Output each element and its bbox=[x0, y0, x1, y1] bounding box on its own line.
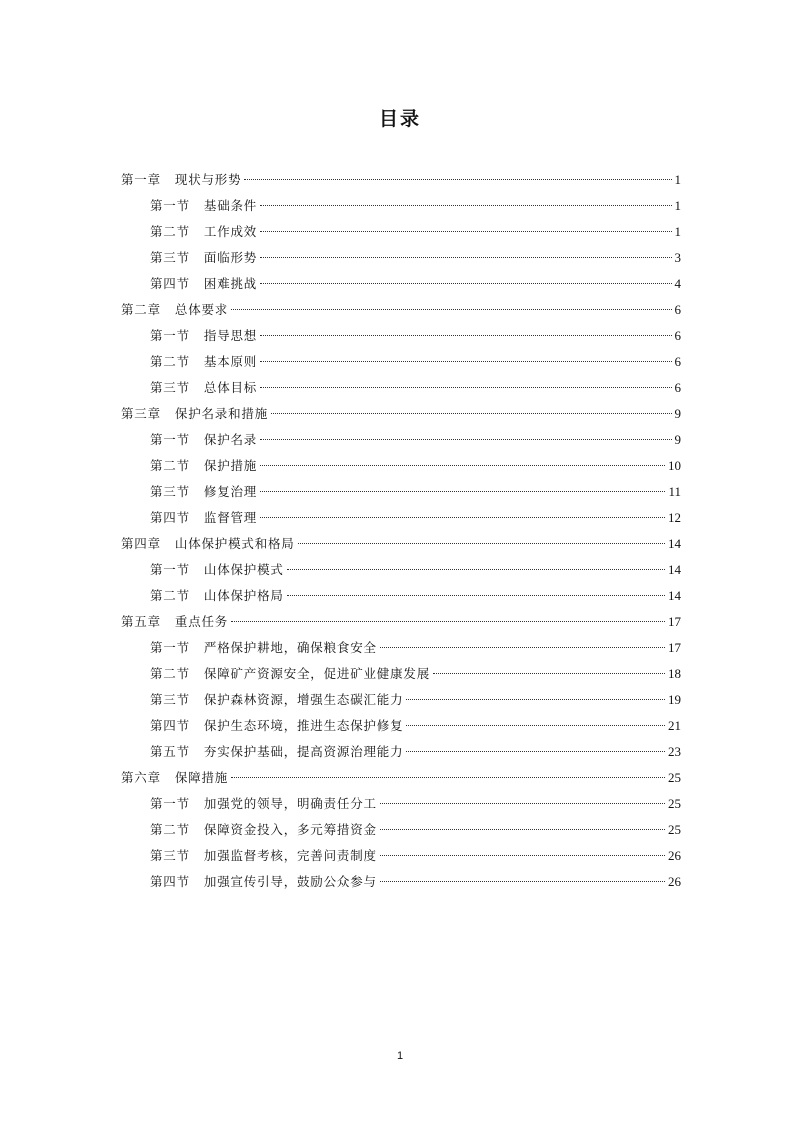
toc-entry-page-number: 12 bbox=[668, 510, 681, 525]
toc-section-entry[interactable] bbox=[121, 661, 681, 687]
dot-leader bbox=[433, 673, 665, 674]
toc-section-entry[interactable] bbox=[121, 193, 681, 219]
toc-entry-page-number: 25 bbox=[668, 770, 681, 785]
toc-section-entry[interactable] bbox=[121, 349, 681, 375]
toc-section-entry[interactable] bbox=[121, 245, 681, 271]
toc-entry-number: 第三节 bbox=[150, 250, 190, 265]
dot-leader bbox=[380, 881, 665, 882]
toc-entry-label bbox=[150, 687, 403, 713]
toc-entry-number: 第四节 bbox=[150, 718, 190, 733]
toc-entry-title: 加强监督考核，完善问责制度 bbox=[203, 848, 377, 863]
toc-entry-number: 第三节 bbox=[150, 380, 190, 395]
toc-entry-number: 第四节 bbox=[150, 276, 190, 291]
toc-entry-label bbox=[121, 765, 228, 791]
toc-entry-page-number: 19 bbox=[668, 692, 681, 707]
toc-entry-number: 第四节 bbox=[150, 874, 190, 889]
toc-section-entry[interactable] bbox=[121, 219, 681, 245]
dot-leader bbox=[260, 387, 671, 388]
dot-leader bbox=[380, 803, 665, 804]
toc-chapter-entry[interactable] bbox=[121, 609, 681, 635]
toc-entry-label bbox=[150, 245, 257, 271]
toc-entry-label bbox=[150, 869, 377, 895]
toc-section-entry[interactable] bbox=[121, 557, 681, 583]
toc-entry-number: 第一章 bbox=[121, 172, 161, 187]
toc-entry-title: 困难挑战 bbox=[203, 276, 258, 291]
toc-section-entry[interactable] bbox=[121, 375, 681, 401]
toc-entry-title: 保障资金投入，多元筹措资金 bbox=[203, 822, 377, 837]
toc-entry-title: 保护名录 bbox=[203, 432, 258, 447]
dot-leader bbox=[260, 439, 671, 440]
page-number: 1 bbox=[396, 1050, 404, 1062]
dot-leader bbox=[406, 725, 665, 726]
toc-entry-label bbox=[150, 219, 257, 245]
dot-leader bbox=[260, 361, 671, 362]
toc-entry-page-number: 4 bbox=[674, 276, 681, 291]
toc-entry-title: 保护名录和措施 bbox=[174, 406, 269, 421]
toc-entry-page-number: 14 bbox=[668, 536, 681, 551]
toc-entry-label bbox=[150, 713, 403, 739]
toc-entry-page-number: 26 bbox=[668, 848, 681, 863]
toc-chapter-entry[interactable] bbox=[121, 531, 681, 557]
toc-entry-title: 保护森林资源，增强生态碳汇能力 bbox=[203, 692, 404, 707]
toc-chapter-entry[interactable] bbox=[121, 765, 681, 791]
dot-leader bbox=[260, 205, 671, 206]
toc-entry-page-number: 26 bbox=[668, 874, 681, 889]
toc-entry-number: 第一节 bbox=[150, 562, 190, 577]
dot-leader bbox=[287, 569, 665, 570]
toc-entry-label bbox=[150, 739, 403, 765]
toc-entry-label bbox=[121, 297, 228, 323]
toc-section-entry[interactable] bbox=[121, 791, 681, 817]
toc-entry-label bbox=[150, 453, 257, 479]
dot-leader bbox=[380, 829, 665, 830]
toc-entry-number: 第二节 bbox=[150, 588, 190, 603]
toc-entry-page-number: 1 bbox=[674, 198, 681, 213]
table-of-contents bbox=[121, 167, 681, 895]
toc-entry-label bbox=[121, 167, 241, 193]
toc-section-entry[interactable] bbox=[121, 869, 681, 895]
toc-section-entry[interactable] bbox=[121, 271, 681, 297]
toc-entry-title: 保护措施 bbox=[203, 458, 258, 473]
toc-entry-title: 基本原则 bbox=[203, 354, 258, 369]
toc-entry-number: 第三节 bbox=[150, 692, 190, 707]
toc-entry-title: 现状与形势 bbox=[174, 172, 242, 187]
toc-entry-page-number: 10 bbox=[668, 458, 681, 473]
toc-entry-page-number: 17 bbox=[668, 640, 681, 655]
toc-entry-label bbox=[150, 843, 377, 869]
toc-entry-title: 修复治理 bbox=[203, 484, 258, 499]
toc-entry-number: 第四节 bbox=[150, 510, 190, 525]
toc-entry-title: 总体要求 bbox=[174, 302, 229, 317]
toc-entry-label bbox=[150, 323, 257, 349]
toc-section-entry[interactable] bbox=[121, 843, 681, 869]
toc-entry-title: 面临形势 bbox=[203, 250, 258, 265]
toc-entry-title: 山体保护模式和格局 bbox=[174, 536, 295, 551]
toc-entry-page-number: 3 bbox=[674, 250, 681, 265]
toc-entry-page-number: 9 bbox=[674, 432, 681, 447]
dot-leader bbox=[271, 413, 671, 414]
toc-entry-number: 第二节 bbox=[150, 666, 190, 681]
dot-leader bbox=[380, 647, 665, 648]
toc-section-entry[interactable] bbox=[121, 453, 681, 479]
toc-entry-label bbox=[121, 401, 268, 427]
toc-chapter-entry[interactable] bbox=[121, 167, 681, 193]
dot-leader bbox=[260, 231, 671, 232]
toc-entry-number: 第一节 bbox=[150, 796, 190, 811]
toc-entry-title: 山体保护格局 bbox=[203, 588, 284, 603]
toc-section-entry[interactable] bbox=[121, 505, 681, 531]
toc-entry-page-number: 25 bbox=[668, 796, 681, 811]
toc-entry-page-number: 1 bbox=[674, 224, 681, 239]
toc-entry-page-number: 14 bbox=[668, 562, 681, 577]
dot-leader bbox=[406, 751, 665, 752]
toc-entry-page-number: 25 bbox=[668, 822, 681, 837]
toc-entry-title: 基础条件 bbox=[203, 198, 258, 213]
toc-entry-number: 第六章 bbox=[121, 770, 161, 785]
dot-leader bbox=[260, 335, 671, 336]
toc-entry-number: 第二章 bbox=[121, 302, 161, 317]
dot-leader bbox=[287, 595, 665, 596]
toc-entry-label bbox=[150, 271, 257, 297]
toc-entry-page-number: 23 bbox=[668, 744, 681, 759]
toc-entry-page-number: 21 bbox=[668, 718, 681, 733]
toc-entry-label bbox=[150, 375, 257, 401]
toc-entry-title: 重点任务 bbox=[174, 614, 229, 629]
toc-section-entry[interactable] bbox=[121, 739, 681, 765]
toc-section-entry[interactable] bbox=[121, 323, 681, 349]
toc-entry-page-number: 6 bbox=[674, 302, 681, 317]
toc-entry-title: 加强宣传引导，鼓励公众参与 bbox=[203, 874, 377, 889]
dot-leader bbox=[380, 855, 665, 856]
toc-entry-page-number: 14 bbox=[668, 588, 681, 603]
dot-leader bbox=[244, 179, 671, 180]
toc-entry-label bbox=[150, 427, 257, 453]
dot-leader bbox=[260, 283, 671, 284]
toc-entry-title: 工作成效 bbox=[203, 224, 258, 239]
toc-section-entry[interactable] bbox=[121, 583, 681, 609]
toc-entry-page-number: 17 bbox=[668, 614, 681, 629]
dot-leader bbox=[260, 491, 665, 492]
toc-entry-page-number: 6 bbox=[674, 354, 681, 369]
toc-entry-number: 第五章 bbox=[121, 614, 161, 629]
page-title: 目录 bbox=[378, 108, 421, 130]
toc-entry-number: 第二节 bbox=[150, 354, 190, 369]
toc-entry-label bbox=[150, 557, 284, 583]
toc-entry-page-number: 18 bbox=[668, 666, 681, 681]
toc-entry-label bbox=[150, 583, 284, 609]
toc-section-entry[interactable] bbox=[121, 817, 681, 843]
toc-chapter-entry[interactable] bbox=[121, 401, 681, 427]
dot-leader bbox=[260, 517, 665, 518]
toc-entry-number: 第二节 bbox=[150, 458, 190, 473]
toc-entry-number: 第三节 bbox=[150, 484, 190, 499]
toc-entry-label bbox=[150, 635, 377, 661]
dot-leader bbox=[406, 699, 665, 700]
toc-entry-number: 第三章 bbox=[121, 406, 161, 421]
toc-section-entry[interactable] bbox=[121, 479, 681, 505]
toc-entry-page-number: 6 bbox=[674, 380, 681, 395]
toc-entry-title: 监督管理 bbox=[203, 510, 258, 525]
toc-entry-title: 指导思想 bbox=[203, 328, 258, 343]
toc-entry-label bbox=[150, 791, 377, 817]
toc-entry-page-number: 9 bbox=[674, 406, 681, 421]
toc-entry-number: 第五节 bbox=[150, 744, 190, 759]
toc-entry-number: 第二节 bbox=[150, 822, 190, 837]
toc-entry-title: 山体保护模式 bbox=[203, 562, 284, 577]
dot-leader bbox=[231, 309, 671, 310]
dot-leader bbox=[298, 543, 665, 544]
toc-entry-label bbox=[150, 349, 257, 375]
toc-entry-title: 保障矿产资源安全，促进矿业健康发展 bbox=[203, 666, 431, 681]
toc-entry-number: 第一节 bbox=[150, 328, 190, 343]
toc-entry-label bbox=[121, 531, 295, 557]
dot-leader bbox=[260, 257, 671, 258]
toc-section-entry[interactable] bbox=[121, 635, 681, 661]
toc-entry-number: 第一节 bbox=[150, 432, 190, 447]
toc-entry-page-number: 11 bbox=[668, 484, 681, 499]
toc-entry-label bbox=[150, 661, 430, 687]
toc-entry-page-number: 6 bbox=[674, 328, 681, 343]
toc-entry-title: 加强党的领导，明确责任分工 bbox=[203, 796, 377, 811]
toc-entry-label bbox=[150, 479, 257, 505]
toc-chapter-entry[interactable] bbox=[121, 297, 681, 323]
toc-entry-number: 第一节 bbox=[150, 198, 190, 213]
toc-entry-number: 第二节 bbox=[150, 224, 190, 239]
toc-entry-title: 保障措施 bbox=[174, 770, 229, 785]
toc-entry-title: 保护生态环境，推进生态保护修复 bbox=[203, 718, 404, 733]
toc-section-entry[interactable] bbox=[121, 713, 681, 739]
toc-section-entry[interactable] bbox=[121, 427, 681, 453]
toc-entry-label bbox=[150, 193, 257, 219]
dot-leader bbox=[231, 777, 665, 778]
toc-entry-title: 严格保护耕地，确保粮食安全 bbox=[203, 640, 377, 655]
toc-entry-label bbox=[150, 817, 377, 843]
toc-entry-page-number: 1 bbox=[674, 172, 681, 187]
toc-entry-label bbox=[150, 505, 257, 531]
dot-leader bbox=[260, 465, 665, 466]
toc-entry-number: 第四章 bbox=[121, 536, 161, 551]
toc-entry-title: 夯实保护基础，提高资源治理能力 bbox=[203, 744, 404, 759]
toc-section-entry[interactable] bbox=[121, 687, 681, 713]
toc-entry-label bbox=[121, 609, 228, 635]
toc-entry-number: 第三节 bbox=[150, 848, 190, 863]
toc-entry-number: 第一节 bbox=[150, 640, 190, 655]
toc-entry-title: 总体目标 bbox=[203, 380, 258, 395]
dot-leader bbox=[231, 621, 665, 622]
